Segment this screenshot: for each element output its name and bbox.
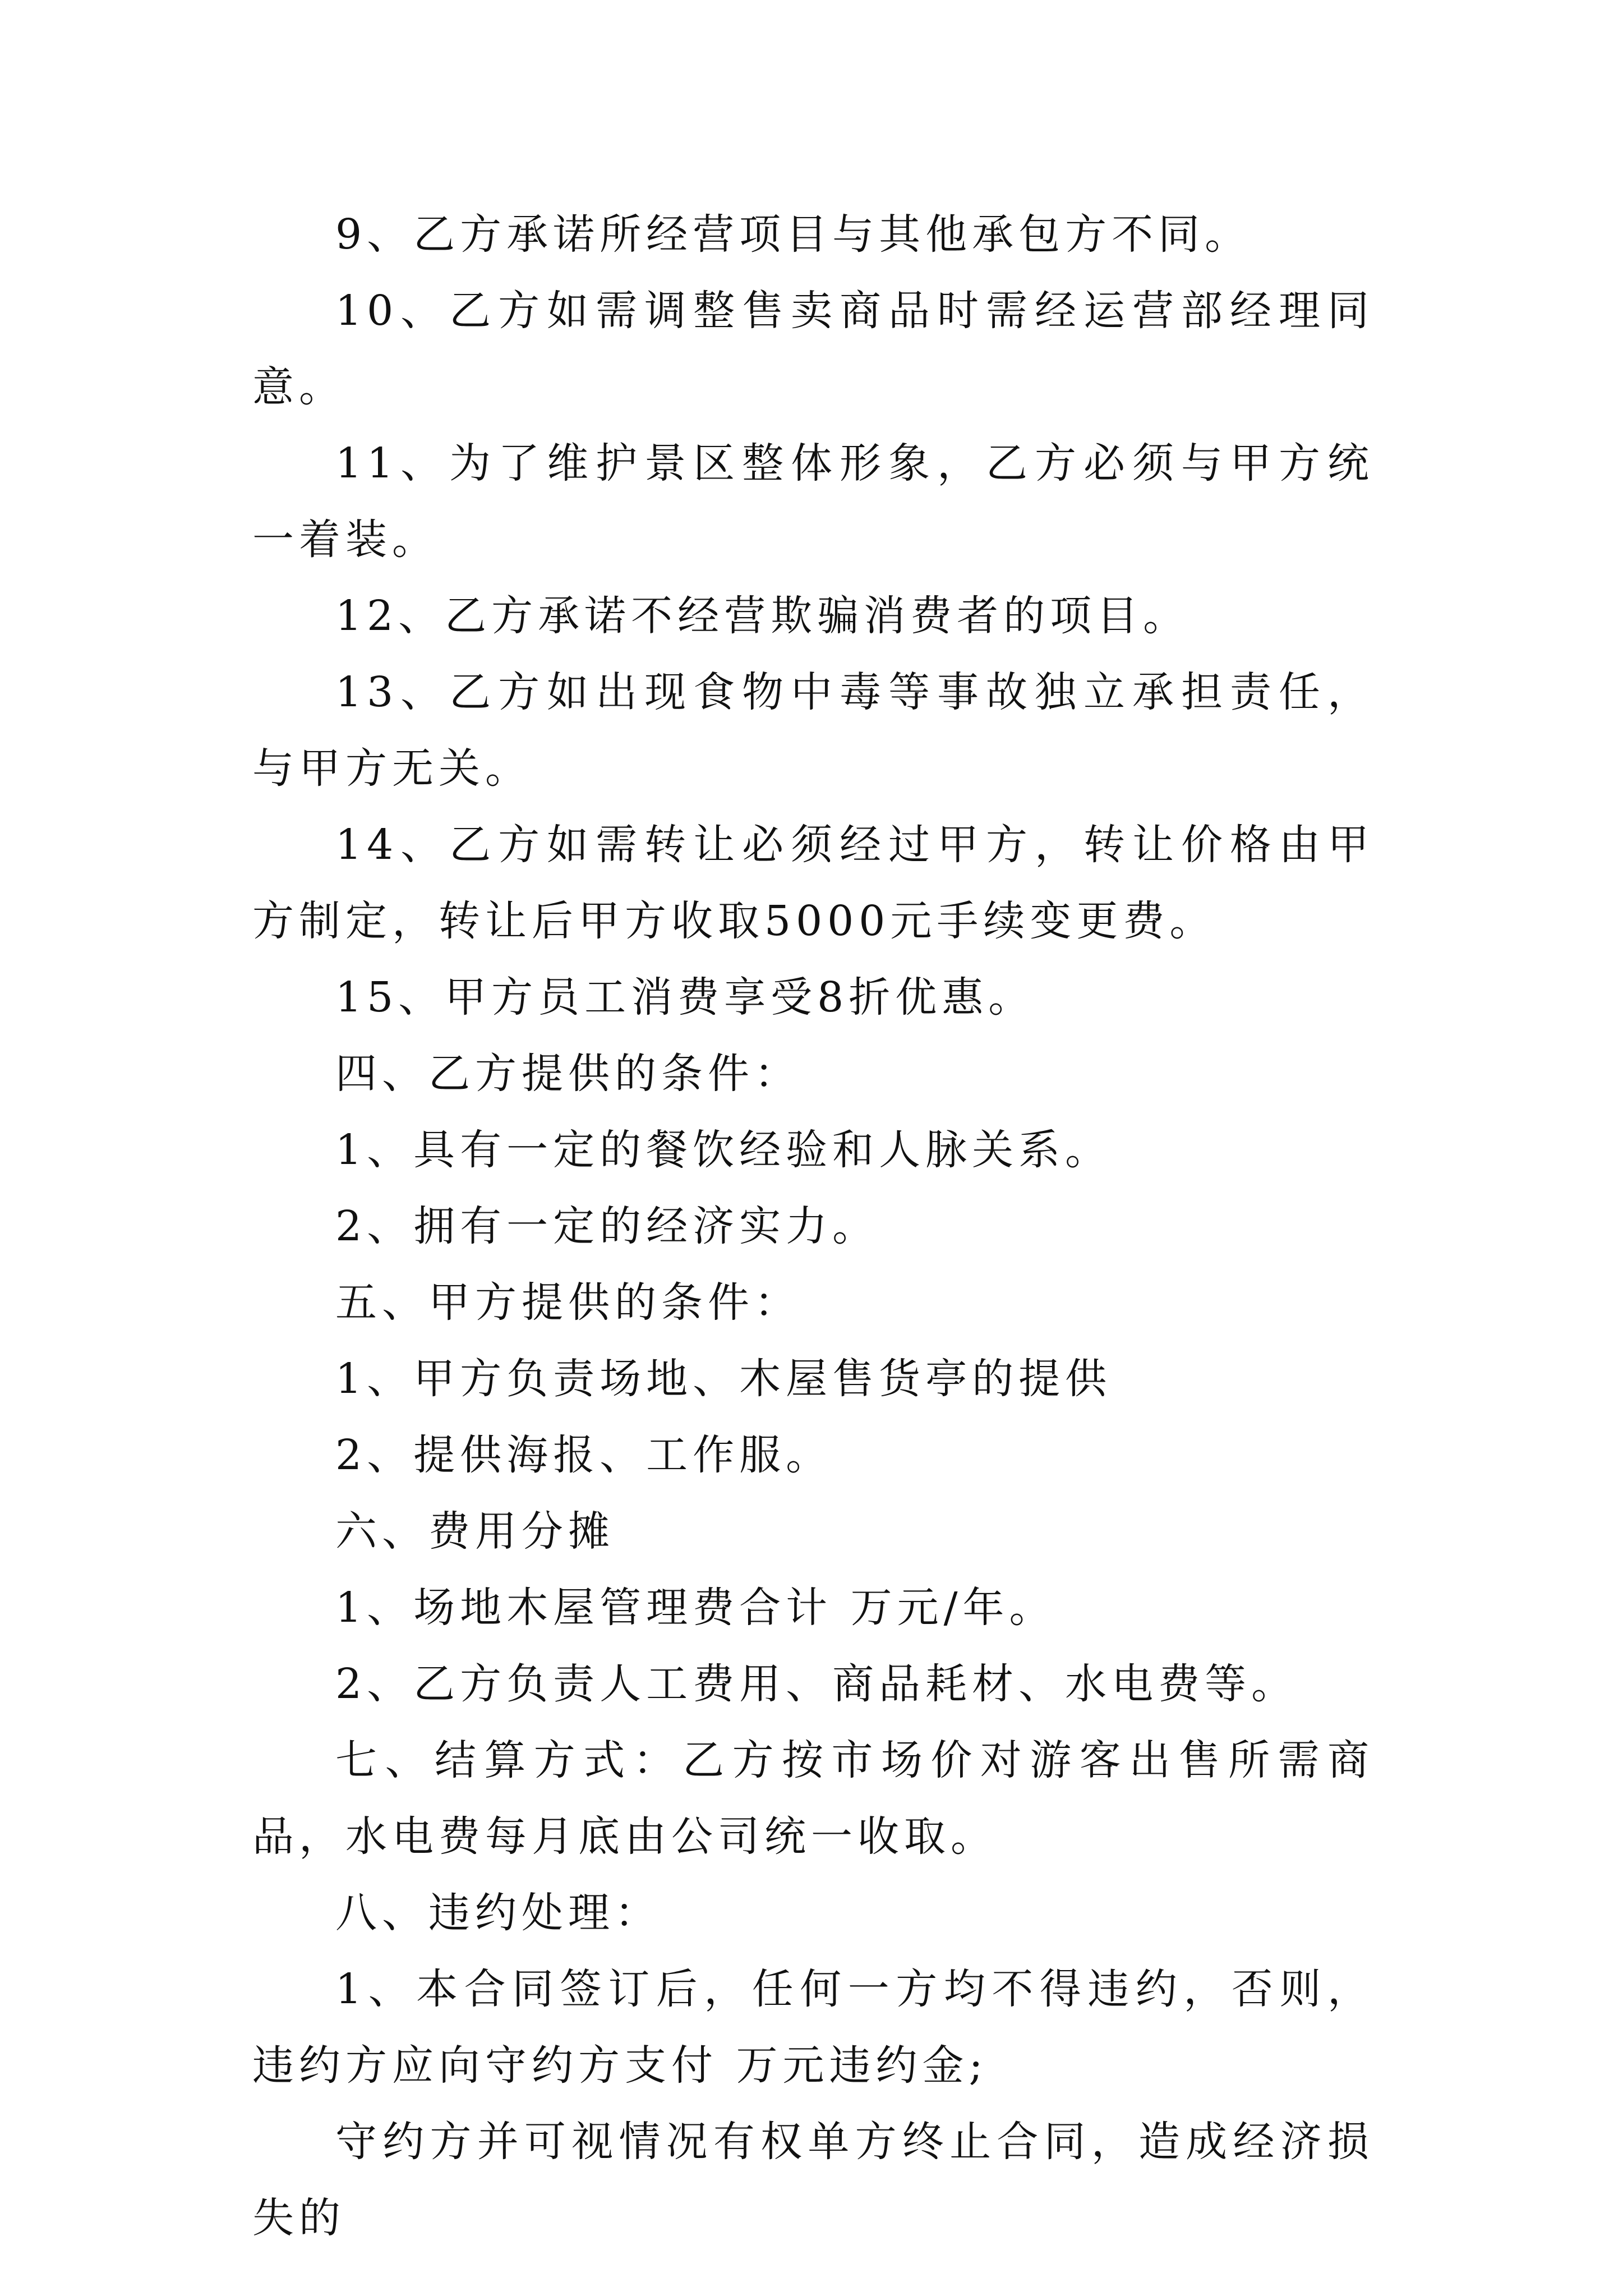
section-heading: 五、甲方提供的条件： xyxy=(335,1278,801,1327)
paragraph: 2、提供海报、工作服。 xyxy=(335,1431,833,1479)
paragraph: 2、拥有一定的经济实力。 xyxy=(335,1202,879,1250)
paragraph: 1、甲方负责场地、木屋售货亭的提供 xyxy=(335,1355,1112,1403)
paragraph: 2、乙方负责人工费用、商品耗材、水电费等。 xyxy=(335,1660,1298,1708)
paragraph: 9、乙方承诺所经营项目与其他承包方不同。 xyxy=(335,210,1252,259)
document-body xyxy=(252,196,1374,2256)
paragraph: 14、乙方如需转让必须经过甲方，转让价格由甲方制定，转让后甲方收取5000元手续变更费。 xyxy=(252,821,1374,945)
section-heading: 八、违约处理： xyxy=(335,1889,661,1937)
paragraph: 12、乙方承诺不经营欺骗消费者的项目。 xyxy=(335,592,1190,640)
section-heading: 七、结算方式：乙方按市场价对游客出售所需商品，水电费每月底由公司统一收取。 xyxy=(252,1736,1374,1861)
paragraph: 13、乙方如出现食物中毒等事故独立承担责任，与甲方无关。 xyxy=(252,668,1374,793)
paragraph: 守约方并可视情况有权单方终止合同，造成经济损失的 xyxy=(252,2118,1374,2242)
paragraph: 1、场地木屋管理费合计 万元/年。 xyxy=(335,1584,1056,1632)
paragraph: 11、为了维护景区整体形象，乙方必须与甲方统一着装。 xyxy=(252,439,1374,564)
paragraph: 1、具有一定的餐饮经验和人脉关系。 xyxy=(335,1126,1112,1174)
paragraph: 15、甲方员工消费享受8折优惠。 xyxy=(335,973,1035,1022)
paragraph: 1、本合同签订后，任何一方均不得违约，否则，违约方应向守约方支付 万元违约金; xyxy=(252,1965,1374,2090)
paragraph: 10、乙方如需调整售卖商品时需经运营部经理同意。 xyxy=(252,287,1374,411)
section-heading: 六、费用分摊 xyxy=(335,1507,615,1556)
section-heading: 四、乙方提供的条件： xyxy=(335,1050,801,1098)
